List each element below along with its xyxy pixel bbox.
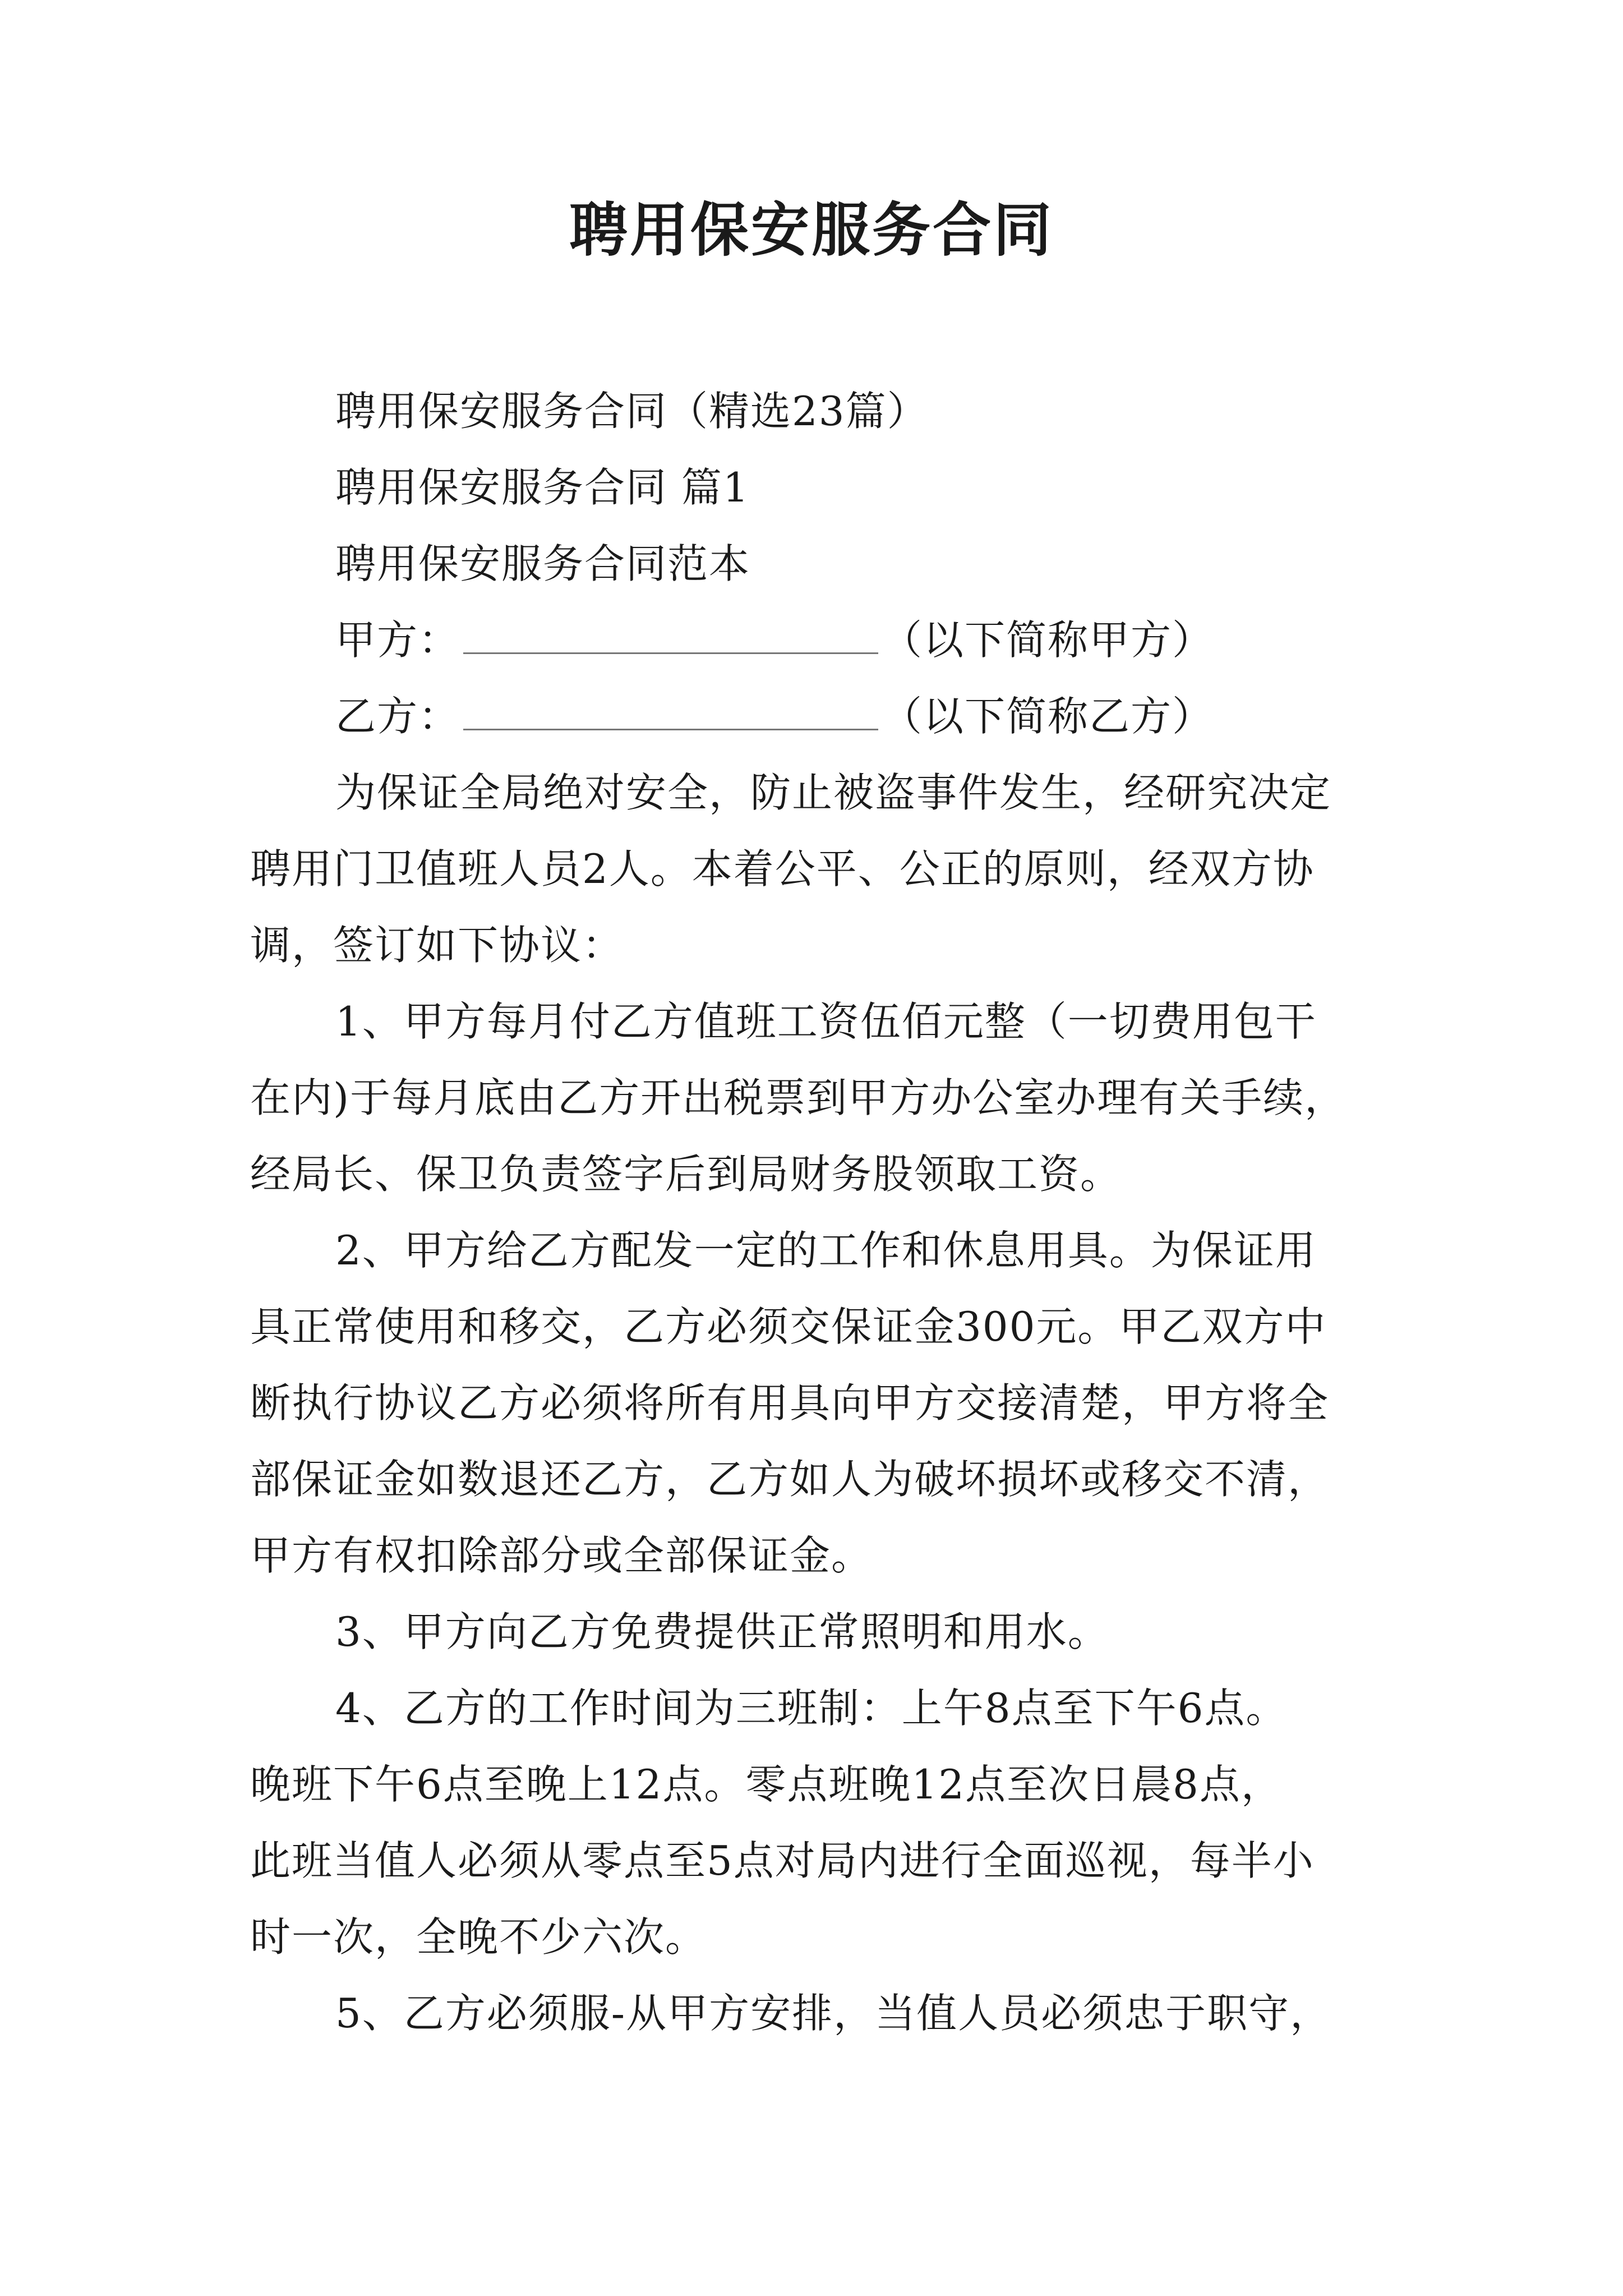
paragraph-line: [250, 1670, 1389, 1746]
paragraph-line: [250, 373, 1389, 449]
paragraph-line: [250, 907, 1389, 983]
line-text: 2、甲方给乙方配发一定的工作和休息用具。为保证用: [335, 1227, 1317, 1274]
line-text: 断执行协议乙方必须将所有用具向甲方交接清楚，甲方将全: [250, 1379, 1330, 1427]
paragraph-line: [250, 1365, 1389, 1441]
paragraph-line: [250, 1746, 1389, 1823]
party-a-blank: [463, 619, 878, 654]
line-text: 聘用保安服务合同（精选23篇）: [335, 388, 929, 435]
line-text: 具正常使用和移交，乙方必须交保证金300元。甲乙双方中: [250, 1303, 1327, 1350]
paragraph-line: [250, 1594, 1389, 1670]
line-text: 聘用保安服务合同 篇1: [335, 464, 750, 511]
paragraph-line: [250, 1517, 1389, 1594]
line-text: 聘用门卫值班人员2人。本着公平、公正的原则，经双方协: [250, 845, 1315, 892]
line-text: 时一次，全晚不少六次。: [250, 1913, 707, 1961]
paragraph-line: [250, 1136, 1389, 1212]
paragraph-line: [250, 449, 1389, 526]
line-text: 此班当值人必须从零点至5点对局内进行全面巡视，每半小: [250, 1837, 1315, 1884]
document-title: 聘用保安服务合同: [569, 195, 1054, 264]
line-text: 调，签订如下协议：: [250, 922, 624, 969]
line-text: 经局长、保卫负责签字后到局财务股领取工资。: [250, 1151, 1122, 1198]
line-text: 部保证金如数退还乙方，乙方如人为破坏损坏或移交不清，: [250, 1456, 1330, 1503]
line-text: 聘用保安服务合同范本: [335, 540, 751, 587]
line-text: 为保证全局绝对安全，防止被盗事件发生，经研究决定: [335, 769, 1332, 816]
line-text: 5、乙方必须服-从甲方安排，当值人员必须忠于职守，: [335, 1990, 1332, 2037]
line-text: 晚班下午6点至晚上12点。零点班晚12点至次日晨8点，: [250, 1761, 1283, 1808]
party-b-suffix: （以下简称乙方）: [882, 693, 1214, 740]
party-b-label: 乙方：: [335, 693, 460, 740]
line-text: 4、乙方的工作时间为三班制：上午8点至下午6点。: [335, 1685, 1288, 1732]
paragraph-line: [250, 1899, 1389, 1975]
paragraph-line: [250, 831, 1389, 907]
party-b-line: [250, 678, 1389, 754]
paragraph-line: [250, 1212, 1389, 1289]
line-text: 在内)于每月底由乙方开出税票到甲方办公室办理有关手续，: [250, 1074, 1347, 1121]
paragraph-line: [250, 754, 1389, 831]
line-text: 3、甲方向乙方免费提供正常照明和用水。: [335, 1608, 1109, 1655]
party-a-suffix: （以下简称甲方）: [882, 616, 1214, 664]
paragraph-line: [250, 1060, 1389, 1136]
paragraph-line: [250, 983, 1389, 1060]
paragraph-line: [250, 1823, 1389, 1899]
party-a-label: 甲方：: [335, 616, 460, 664]
line-text: 1、甲方每月付乙方值班工资伍佰元整（一切费用包干: [335, 998, 1317, 1045]
line-text: 甲方有权扣除部分或全部保证金。: [250, 1532, 873, 1579]
paragraph-line: [250, 1441, 1389, 1517]
paragraph-line: [250, 1289, 1389, 1365]
document-body: [250, 373, 1389, 2051]
party-b-blank: [463, 695, 878, 730]
paragraph-line: [250, 1975, 1389, 2051]
paragraph-line: [250, 526, 1389, 602]
party-a-line: [250, 602, 1389, 678]
